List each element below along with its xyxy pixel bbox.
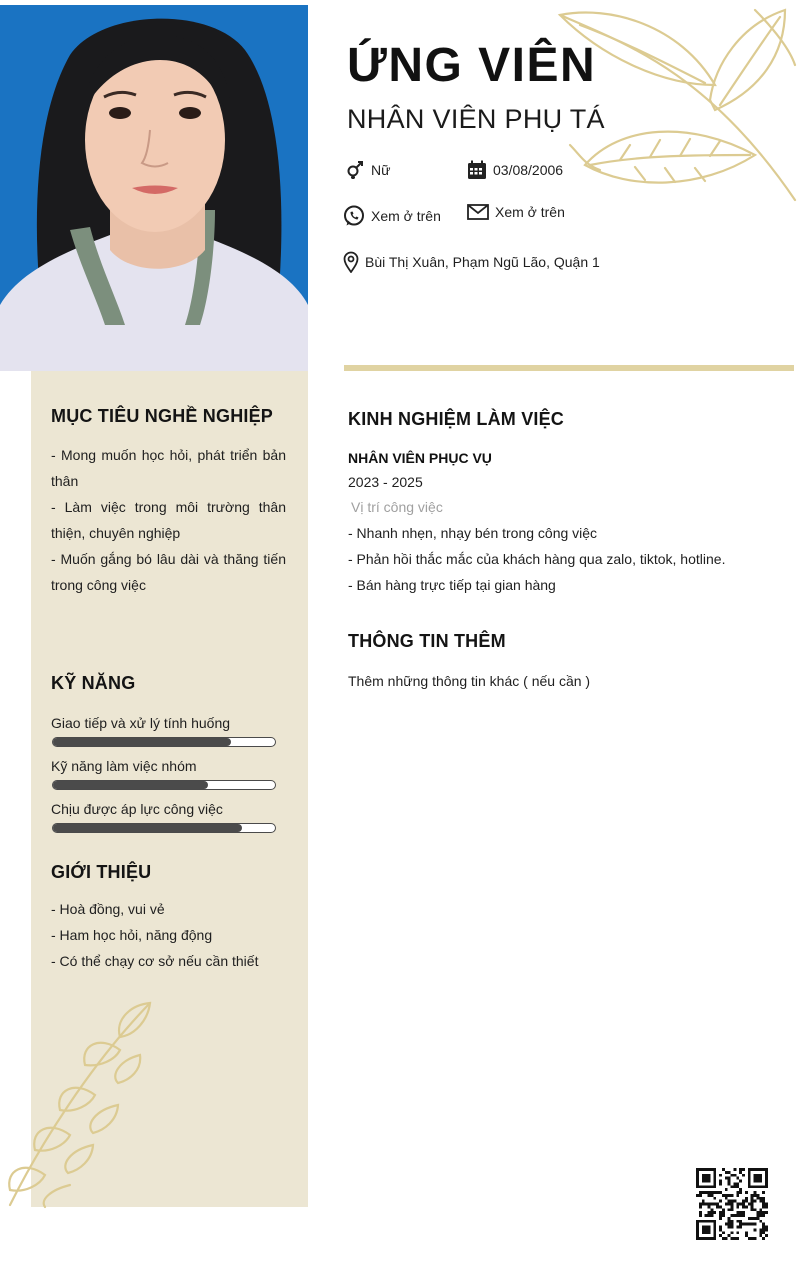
email-value: Xem ở trên (495, 204, 565, 220)
birthdate-row (467, 160, 563, 180)
candidate-photo (0, 5, 308, 371)
phone-row (343, 205, 441, 227)
skill-bar-fill (53, 824, 242, 832)
qr-code (696, 1168, 768, 1240)
whatsapp-icon (343, 205, 365, 227)
candidate-name: ỨNG VIÊN (347, 39, 597, 92)
objective-line: - Làm việc trong môi trường thân thiện, chuyên nghiệp (51, 499, 286, 541)
skills-title: KỸ NĂNG (51, 673, 136, 693)
skill-bar (52, 780, 276, 790)
extra-title: THÔNG TIN THÊM (348, 631, 506, 651)
intro-line: - Hoà đồng, vui vẻ (51, 901, 165, 917)
location-pin-icon (343, 251, 359, 273)
objective-line: - Muốn gắng bó lâu dài và thăng tiến trong công việc (51, 551, 286, 593)
birthdate-value: 03/08/2006 (493, 162, 564, 178)
job-period: 2023 - 2025 (348, 474, 423, 490)
calendar-icon (467, 160, 487, 180)
objective-line: - Mong muốn học hỏi, phát triển bản thân (51, 447, 286, 489)
email-row (467, 203, 565, 221)
skill-bar-fill (53, 738, 231, 746)
email-icon (467, 203, 489, 221)
job-details (348, 520, 788, 598)
job-detail-line: - Phản hồi thắc mắc của khách hàng qua zalo, tiktok, hotline. (348, 551, 726, 567)
address-row (343, 251, 600, 273)
gender-row (345, 160, 390, 180)
job-detail-line: - Nhanh nhẹn, nhạy bén trong công việc (348, 525, 598, 541)
intro-line: - Có thể chạy cơ sở nếu cần thiết (51, 953, 259, 969)
intro-list (51, 896, 291, 974)
skill-label: Kỹ năng làm việc nhóm (51, 758, 197, 774)
phone-value: Xem ở trên (371, 208, 441, 224)
skill-label: Chịu được áp lực công việc (51, 801, 223, 817)
candidate-position: NHÂN VIÊN PHỤ TÁ (347, 104, 605, 134)
job-detail-line: - Bán hàng trực tiếp tại gian hàng (348, 577, 556, 593)
leaf-decoration-bottom (0, 995, 160, 1210)
job-title: NHÂN VIÊN PHỤC VỤ (348, 450, 492, 466)
skill-bar (52, 823, 276, 833)
skill-label: Giao tiếp và xử lý tính huống (51, 715, 231, 731)
intro-title: GIỚI THIỆU (51, 862, 152, 882)
experience-title: KINH NGHIỆM LÀM VIỆC (348, 409, 565, 429)
extra-text: Thêm những thông tin khác ( nếu cần ) (348, 673, 591, 689)
objective-title: MỤC TIÊU NGHỀ NGHIỆP (51, 406, 274, 426)
gender-value: Nữ (371, 162, 391, 178)
header-divider (344, 365, 794, 371)
objective-list (51, 442, 286, 598)
gender-icon (345, 160, 365, 180)
skill-bar-fill (53, 781, 208, 789)
intro-line: - Ham học hỏi, năng động (51, 927, 213, 943)
job-position-placeholder: Vị trí công việc (351, 499, 443, 515)
skill-bar (52, 737, 276, 747)
address-value: Bùi Thị Xuân, Phạm Ngũ Lão, Quận 1 (365, 254, 600, 270)
